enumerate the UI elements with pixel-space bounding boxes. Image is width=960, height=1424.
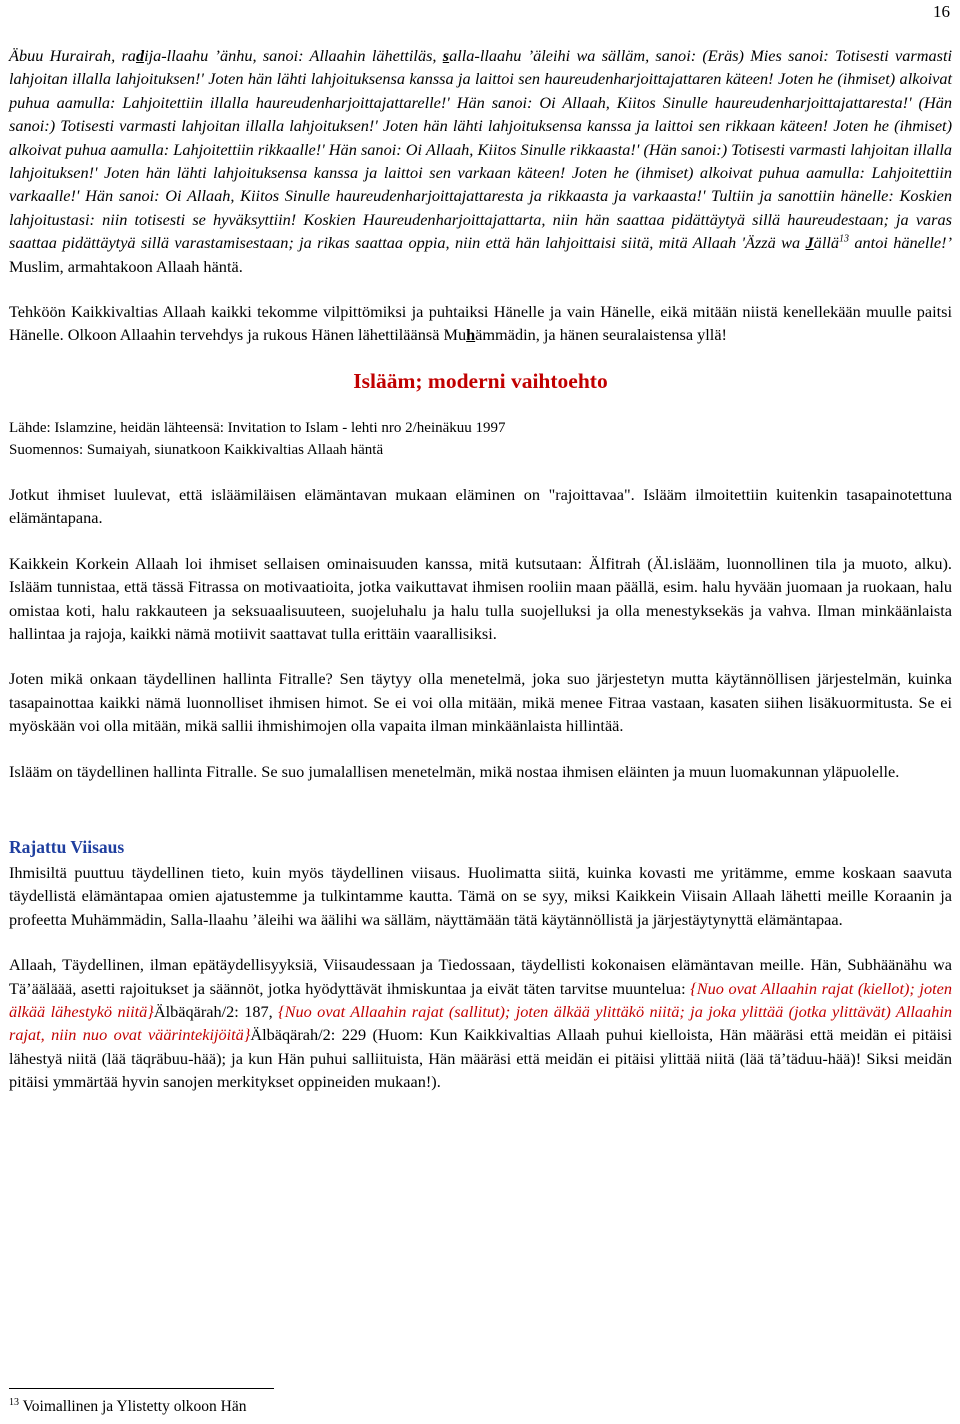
section-heading: Rajattu Viisaus <box>9 836 125 857</box>
footnote-divider <box>9 1388 274 1389</box>
hadith-text: ällä <box>813 233 840 253</box>
quran-reference: Älbäqärah/2: 187, <box>153 1001 279 1021</box>
hadith-text: Äbuu Hurairah, ra <box>9 46 136 65</box>
paragraph-5: Ihmisiltä puuttuu täydellinen tieto, kuin myös täydellinen viisaus. Huolimatta siitä, kuinka kovasti me yritämme, emme koskaan saavuta täydellistä elämäntapaa omien ajatustemme ja tulkintamme kautta. Tämä on se syy, miksi Kaikkein Viisain Allaah lähetti meille Koraanin ja profeetta Muhämmädin, Salla-llaahu ’äleihi wa äälihi wa sälläm, näyttämään tätä käytännöllistä ja järjestäytynyttä elämäntapaa. <box>9 862 952 929</box>
quran-quote: {Nuo ovat Allaahin rajat (kiellot); joten älkää lähestykö niitä} <box>9 978 952 1021</box>
paragraph-6-text: Älbäqärah/2: 229 (Huom: Kun Kaikkivaltias Allaah puhui kielloista, Hän määräsi että meidän ei pitäisi lähestyä niitä (lää täqräbuu-hää); ja kun Hän puhui salliituista, Hän määräsi että meidän ei pitäisi ylittää niitä (lää tä’täduu-hää)! Siksi meidän pitäisi ymmärtää hyvin sanojen merkitykset oppineiden mukaan!). <box>9 1025 953 1092</box>
footnote-text: Voimallinen ja Ylistetty olkoon Hän <box>19 1398 247 1415</box>
hadith-text: antoi hänelle!’ <box>849 233 953 253</box>
source-line: Lähde: Islamzine, heidän lähteensä: Invitation to Islam - lehti nro 2/heinäkuu 1997 <box>9 419 506 436</box>
hadith-paragraph <box>9 44 952 278</box>
praise-underlined-letter: h <box>466 325 476 345</box>
footnote <box>9 1397 246 1417</box>
paragraph-3: Joten mikä onkaan täydellinen hallinta Fitralle? Sen täytyy olla menetelmä, joka suo järjestetyn mutta käytännöllisen järjestelmän, kuinka tasapainottaa kaikki nämä luonnolliset ihmisen himot. Se ei voi olla mitään, mikä menee Fitraa vastaan, kasaten siihen lisäkuormitusta. Se ei myöskään voi olla mitään, mikä sallii ihmishimojen olla vapaita ilman minkäänlaista hillintää. <box>9 669 952 736</box>
hadith-underlined-letter: s <box>442 46 450 65</box>
hadith-text: ija-llaahu ’änhu, sanoi: Allaahin lähettiläs, <box>144 46 443 65</box>
hadith-text: alla-llaahu ’äleihi wa sälläm, sanoi: (Eräs) Mies sanoi: Totisesti varmasti lahjoitan illalla lahjoituksen!' Joten hän lähti lahjoituksensa kanssa ja laittoi sen haureudenharjoittajattaren käteen! Joten he (ihmiset) alkoivat puhua aamulla: Lahjoitettiin illalla haureudenharjoittajattarelle!' Hän sanoi: Oi Allaah, Kiitos Sinulle haureudenharjoittajattaresta!' (Hän sanoi:) Totisesti varmasti lahjoitan illalla lahjoituksen!' Joten hän lähti lahjoituksensa kanssa ja laittoi sen rikkaan käteen! Joten he (ihmiset) alkoivat puhua aamulla: Lahjoitettiin rikkaalle!' Hän sanoi: Oi Allaah, Kiitos Sinulle rikkaasta!' (Hän sanoi:) Totisesti varmasti lahjoitan illalla lahjoituksen!' Joten hän lähti lahjoituksensa kanssa ja laittoi sen varkaan käteen! Joten he (ihmiset) alkoivat puhua aamulla: Lahjoitettiin varkaalle!' Hän sanoi: Oi Allaah, Kiitos Sinulle haureudenharjoittajattaresta ja rikkaasta ja varkaasta!' Tultiin ja sanottiin hänelle: Koskien lahjoitustasi: niin totisesti se hyväksyttiin! Koskien Haureudenharjoittajattarta, niin hän saattaa pidättäytyä sillä haureudestaan; ja varas saattaa pidättäytyä sillä varastamisestaan; ja rikas saattaa oppia, niin että hän lahjoittaisi siitä, mitä Allaah 'Äzzä wa <box>9 46 952 253</box>
praise-paragraph <box>9 300 952 347</box>
article-title: Islääm; moderni vaihtoehto <box>353 368 608 393</box>
paragraph-4: Islääm on täydellinen hallinta Fitralle. Se suo jumalallisen menetelmän, mikä nostaa ihmisen eläinten ja muun luomakunnan yläpuolelle. <box>9 761 900 781</box>
paragraph-2: Kaikkein Korkein Allaah loi ihmiset sellaisen ominaisuuden kanssa, mitä kutsutaan: Älfitrah (Äl.islääm, luonnollinen tila ja muoto, alku). Islääm tunnistaa, että tässä Fitrassa on motivaatioita, jotka vaikuttavat ihmisen rooliin maan päällä, esim. halu hyvään juomaan ja ruokaan, halu omistaa koti, halu rakkauteen ja seksuaalisuuteen, suojeluhalu ja halu tulla suojelluksi ja olla menestyksekäs ja vahva. Ilman minkäänlaista hallintaa ja rajoja, kaikki nämä motiivit saattavat tulla erittäin vaarallisiksi. <box>9 553 952 643</box>
footnote-number: 13 <box>9 1396 19 1408</box>
paragraph-1: Jotkut ihmiset luulevat, että isläämiläisen elämäntavan mukaan eläminen on "rajoittavaa". Islääm ilmoitettiin kuitenkin tasapainotettuna elämäntapana. <box>9 484 952 528</box>
page-number: 16 <box>933 2 950 21</box>
page-content <box>9 44 952 1094</box>
translator-line: Suomennos: Sumaiyah, siunatkoon Kaikkivaltias Allaah häntä <box>9 441 384 458</box>
footnote-reference[interactable]: 13 <box>839 233 850 245</box>
praise-text: ämmädin, ja hänen seuralaistensa yllä! <box>475 325 727 345</box>
quran-quote: {Nuo ovat Allaahin rajat (sallitut); joten älkää ylittäkö niitä; ja joka ylittää (jotka ylittävät) Allaahin rajat, niin nuo ovat väärintekijöitä} <box>9 1001 953 1045</box>
hadith-source: Muslim, armahtakoon Allaah häntä. <box>9 256 243 276</box>
praise-text: Tehköön Kaikkivaltias Allaah kaikki tekomme vilpittömiksi ja puhtaiksi Hänelle ja vain Hänelle, eikä mitään niistä kenellekään muulle paitsi Hänelle. Olkoon Allaahin tervehdys ja rukous Hänen lähettiläänsä Mu <box>9 302 952 345</box>
paragraph-6-text: Allaah, Täydellinen, ilman epätäydellisyyksiä, Viisaudessaan ja Tiedossaan, täydellisti kokonaisen elämäntavan meille. Hän, Subhäänähu wa Tä’ääläää, asetti rajoitukset ja säännöt, jotka hyödyttävät ihmiskuntaa ja eivät täten tarvitse muuntelua: <box>9 955 952 998</box>
paragraph-6 <box>9 953 952 1093</box>
hadith-underlined-letter: d <box>135 46 145 65</box>
hadith-underlined-letter: J <box>805 233 814 253</box>
